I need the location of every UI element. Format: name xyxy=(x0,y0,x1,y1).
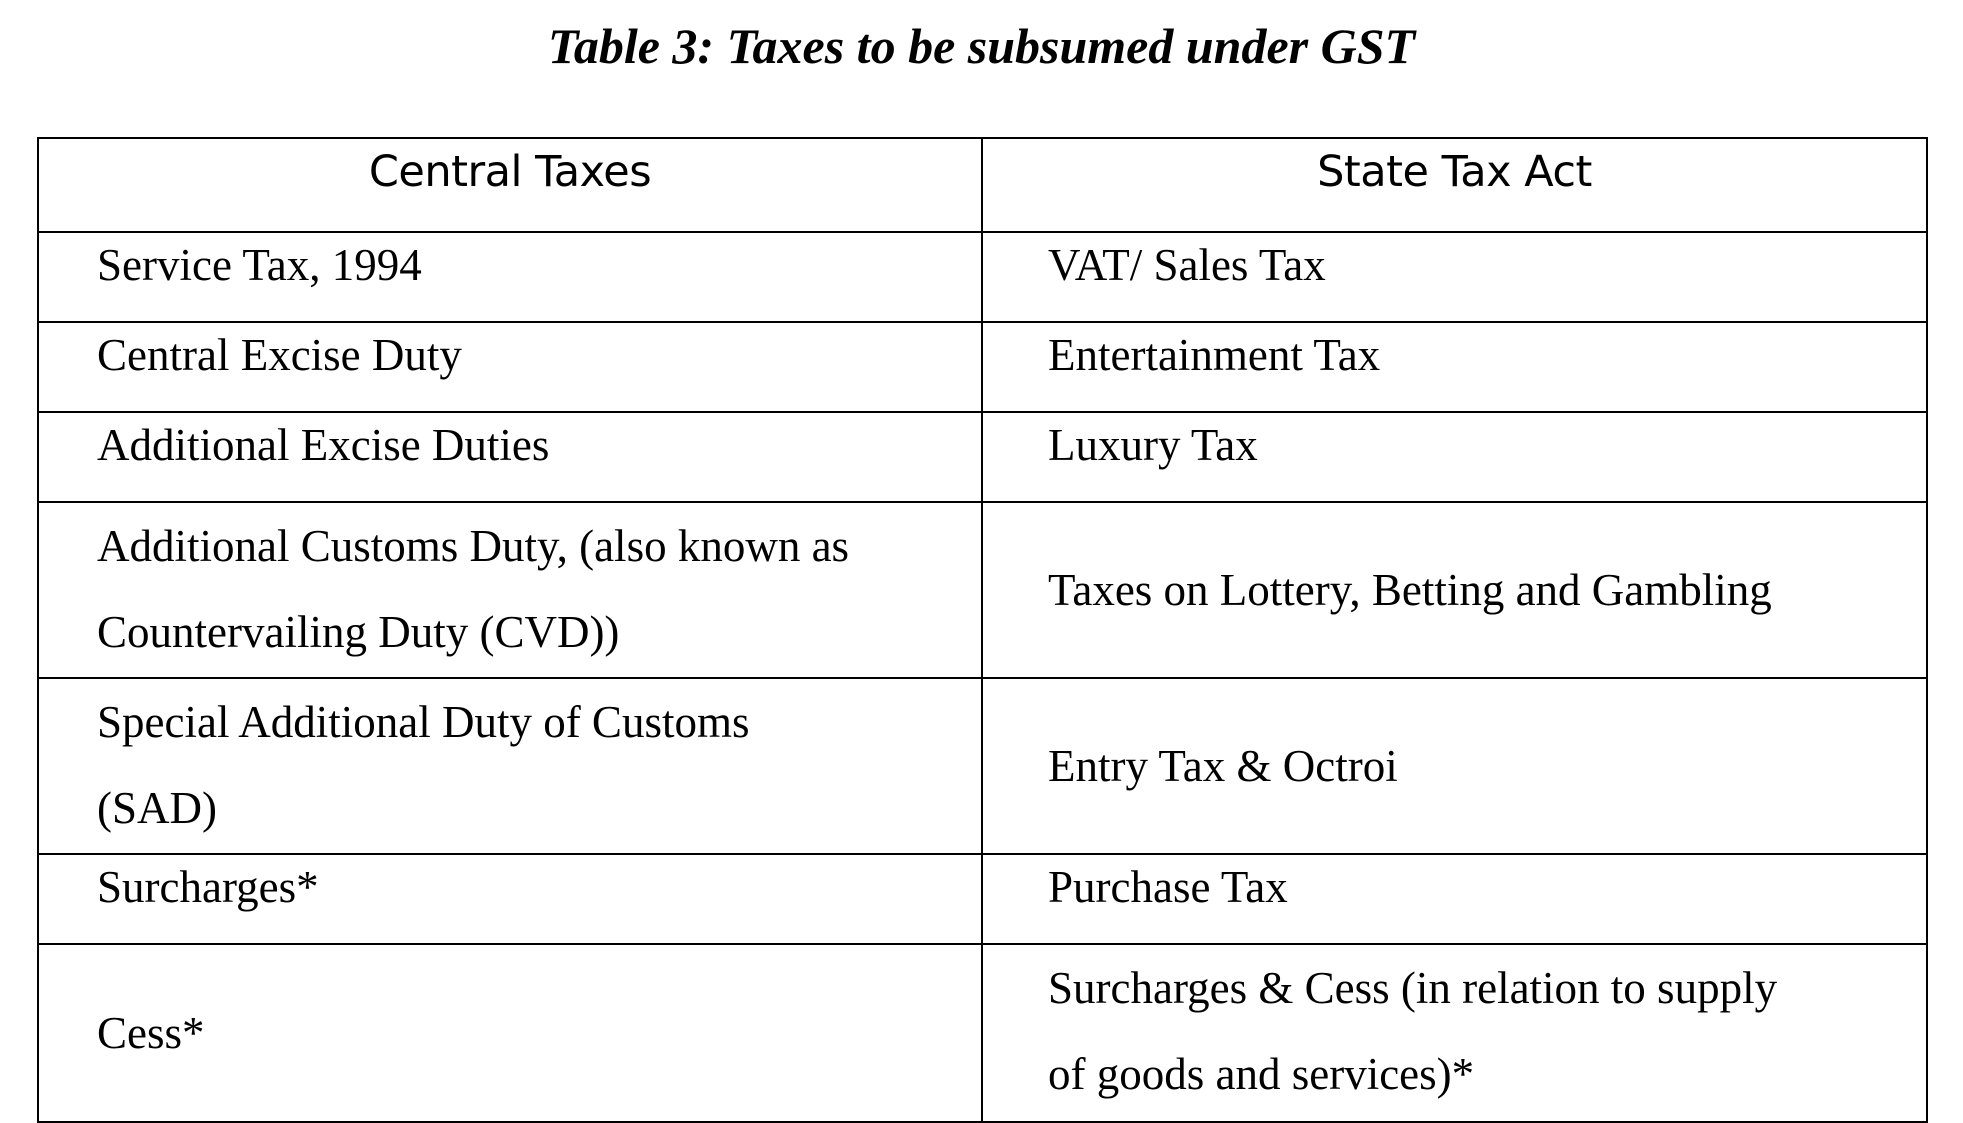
central-tax-line: Special Additional Duty of Customs xyxy=(97,697,750,747)
state-tax-cell: Taxes on Lottery, Betting and Gambling xyxy=(982,502,1927,678)
state-tax-line: of goods and services)* xyxy=(1048,1049,1475,1099)
central-tax-cell: Surcharges* xyxy=(38,854,982,944)
table-row xyxy=(38,322,1927,412)
table-row xyxy=(38,854,1927,944)
gst-taxes-table xyxy=(37,137,1928,1123)
table-row xyxy=(38,678,1927,854)
state-tax-cell xyxy=(982,944,1927,1122)
central-tax-line: Countervailing Duty (CVD)) xyxy=(97,607,620,657)
state-tax-cell: Luxury Tax xyxy=(982,412,1927,502)
central-tax-cell: Cess* xyxy=(38,944,982,1122)
table-row xyxy=(38,232,1927,322)
table-row xyxy=(38,944,1927,1122)
central-tax-line: (SAD) xyxy=(97,783,217,833)
state-tax-cell: Entertainment Tax xyxy=(982,322,1927,412)
central-tax-cell xyxy=(38,502,982,678)
table-row xyxy=(38,502,1927,678)
state-tax-line: Surcharges & Cess (in relation to supply xyxy=(1048,963,1778,1013)
central-tax-cell: Service Tax, 1994 xyxy=(38,232,982,322)
header-central-taxes: Central Taxes xyxy=(38,138,982,232)
central-tax-cell: Central Excise Duty xyxy=(38,322,982,412)
table-row xyxy=(38,412,1927,502)
central-tax-cell xyxy=(38,678,982,854)
state-tax-cell: Entry Tax & Octroi xyxy=(982,678,1927,854)
state-tax-cell: Purchase Tax xyxy=(982,854,1927,944)
state-tax-cell: VAT/ Sales Tax xyxy=(982,232,1927,322)
header-state-tax-act: State Tax Act xyxy=(982,138,1927,232)
table-title: Table 3: Taxes to be subsumed under GST xyxy=(547,18,1416,74)
central-tax-cell: Additional Excise Duties xyxy=(38,412,982,502)
central-tax-line: Additional Customs Duty, (also known as xyxy=(97,521,850,571)
table-header-row xyxy=(38,138,1927,232)
